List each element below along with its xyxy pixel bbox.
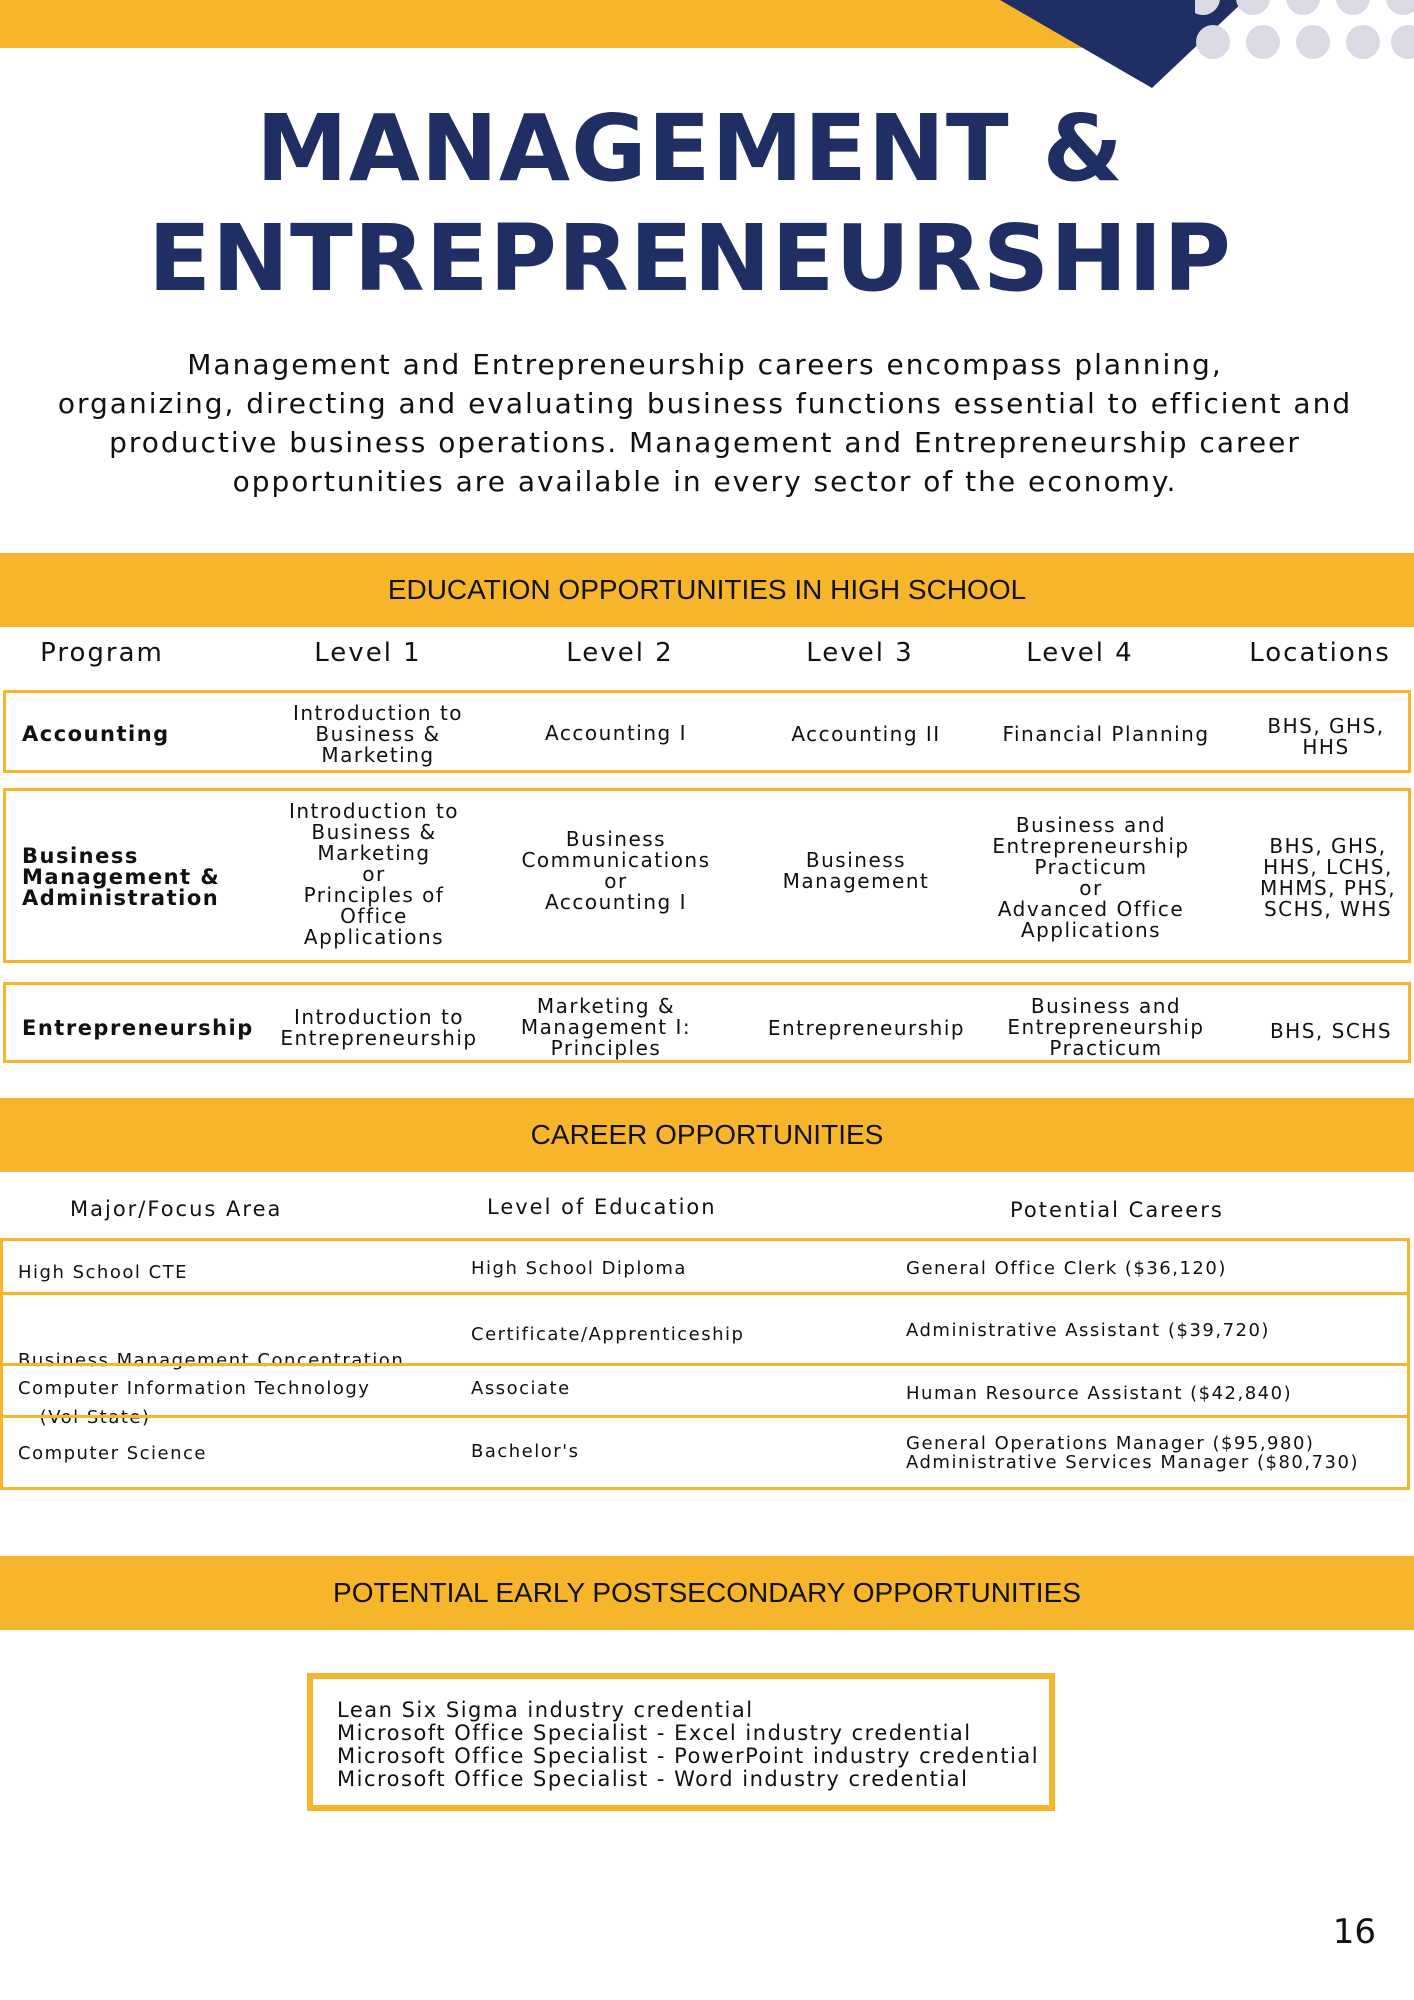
locations-cell: BHS, GHS, HHS, LCHS, MHMS, PHS, SCHS, WHS <box>1259 834 1397 921</box>
education-cell: Certificate/Apprenticeship <box>471 1324 745 1345</box>
col-header-level2: Level 2 <box>566 638 674 668</box>
level1-cell: Introduction to Entrepreneurship <box>280 1005 478 1050</box>
locations-cell: BHS, GHS, HHS <box>1267 714 1385 759</box>
major-cell: Computer Science <box>18 1443 207 1464</box>
postsecondary-section-header <box>0 1556 1414 1630</box>
major-cell: Computer Information Technology <box>18 1378 371 1399</box>
careers-cell: Administrative Assistant ($39,720) <box>906 1320 1270 1341</box>
education-cell: High School Diploma <box>471 1258 687 1279</box>
level2-cell: Business Communications or Accounting I <box>521 827 711 914</box>
program-row-business-management <box>3 788 1411 963</box>
list-item: Microsoft Office Specialist - PowerPoint industry credential <box>337 1744 1040 1768</box>
list-item: Lean Six Sigma industry credential <box>337 1698 754 1722</box>
career-section-title: CAREER OPPORTUNITIES <box>530 1119 884 1150</box>
intro-line: Management and Entrepreneurship careers encompass planning, <box>187 348 1223 381</box>
major-cell: High School CTE <box>18 1262 189 1283</box>
level1-cell: Introduction to Business & Marketing <box>292 701 464 767</box>
level2-cell: Marketing & Management I: Principles <box>520 994 692 1060</box>
table-row-divider <box>3 1292 1407 1295</box>
program-row-accounting <box>3 690 1411 773</box>
col-header-level4: Level 4 <box>1026 638 1134 668</box>
list-item: Microsoft Office Specialist - Word industry credential <box>337 1767 969 1791</box>
education-section-title: EDUCATION OPPORTUNITIES IN HIGH SCHOOL <box>387 574 1027 605</box>
level4-cell: Business and Entrepreneurship Practicum <box>1007 994 1205 1060</box>
intro-line: opportunities are available in every sector of the economy. <box>232 465 1178 498</box>
program-name: Business Management & Administration <box>22 844 221 910</box>
postsecondary-list <box>307 1673 1055 1811</box>
level3-cell: Entrepreneurship <box>767 1016 966 1040</box>
list-item: Microsoft Office Specialist - Excel industry credential <box>337 1721 972 1745</box>
page-title-line2: ENTREPRENEURSHIP <box>148 205 1232 312</box>
career-table <box>0 1238 1410 1490</box>
level3-cell: Accounting II <box>791 722 941 746</box>
major-cell: Business Management Concentration (Vol State) <box>18 1350 405 1428</box>
table-row-divider <box>3 1415 1407 1418</box>
page-number: 16 <box>1332 1912 1376 1952</box>
careers-cell: Human Resource Assistant ($42,840) <box>906 1383 1293 1404</box>
level2-cell: Accounting I <box>545 721 687 745</box>
intro-line: productive business operations. Management and Entrepreneurship career <box>109 426 1301 459</box>
col-header-level1: Level 1 <box>314 638 422 668</box>
education-cell: Associate <box>471 1378 571 1399</box>
career-section-header <box>0 1098 1414 1172</box>
careers-cell: General Operations Manager ($95,980) Administrative Services Manager ($80,730) <box>906 1433 1359 1473</box>
program-name: Entrepreneurship <box>22 1016 254 1040</box>
locations-cell: BHS, SCHS <box>1269 1019 1393 1043</box>
decorative-dots <box>1195 0 1414 60</box>
col-header-education: Level of Education <box>487 1195 717 1219</box>
page-title-line1: MANAGEMENT & <box>256 95 1124 202</box>
program-row-entrepreneurship <box>3 982 1411 1063</box>
careers-cell: General Office Clerk ($36,120) <box>906 1258 1227 1279</box>
education-section-header <box>0 553 1414 627</box>
level4-cell: Business and Entrepreneurship Practicum or Advanced Office Applications <box>992 813 1190 942</box>
col-header-locations: Locations <box>1249 638 1391 668</box>
level1-cell: Introduction to Business & Marketing or Principles of Office Applications <box>288 799 460 949</box>
col-header-major: Major/Focus Area <box>70 1197 283 1221</box>
table-row-divider <box>3 1363 1407 1366</box>
postsecondary-section-title: POTENTIAL EARLY POSTSECONDARY OPPORTUNITIES <box>333 1577 1081 1608</box>
col-header-level3: Level 3 <box>806 638 914 668</box>
col-header-careers: Potential Careers <box>1010 1198 1224 1222</box>
intro-line: organizing, directing and evaluating business functions essential to efficient and <box>57 387 1353 420</box>
col-header-program: Program <box>40 638 164 668</box>
program-name: Accounting <box>22 722 170 746</box>
level4-cell: Financial Planning <box>1002 722 1210 746</box>
intro-paragraph <box>55 345 1355 501</box>
education-cell: Bachelor's <box>471 1441 580 1462</box>
level3-cell: Business Management <box>782 848 930 893</box>
